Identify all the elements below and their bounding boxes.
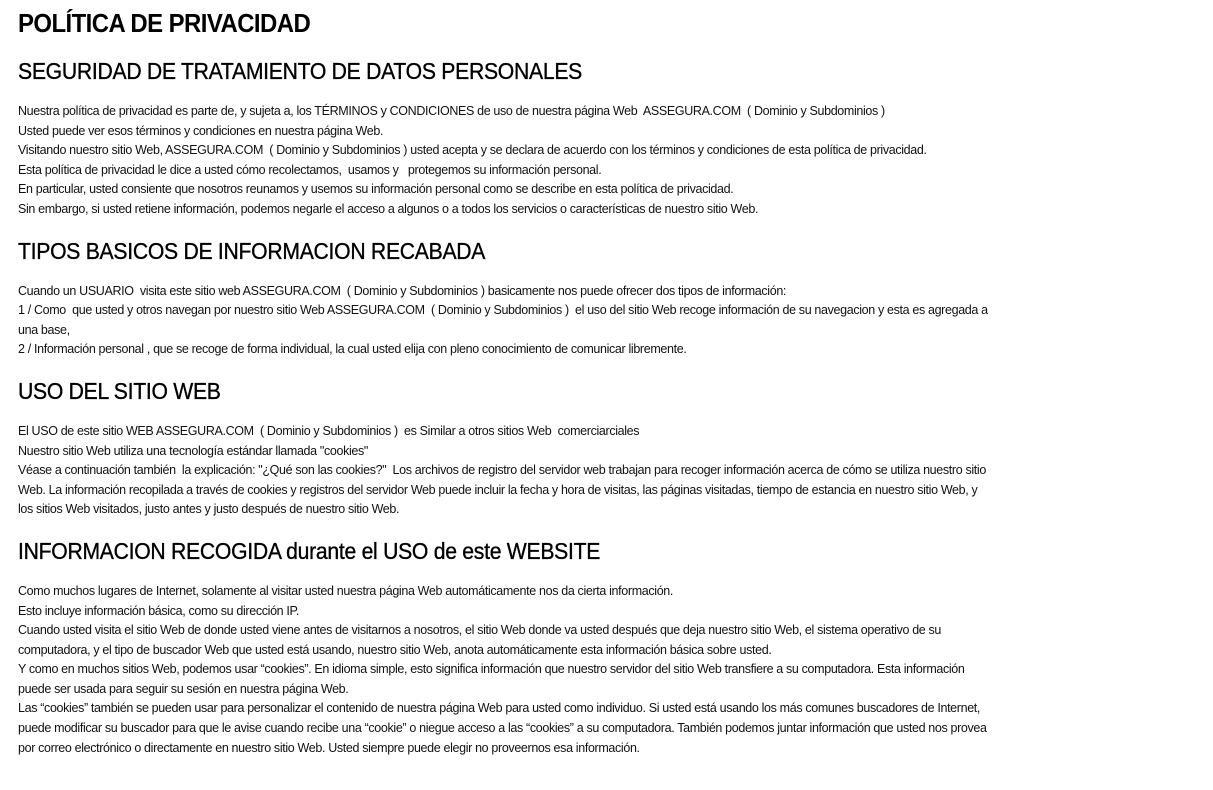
paragraph-line: Cuando un USUARIO visita este sitio web ASSEGURA.COM ( Dominio y Subdominios ) basicamente nos puede ofrecer dos tipos de información:: [18, 283, 787, 298]
paragraph-line: El USO de este sitio WEB ASSEGURA.COM ( Dominio y Subdominios ) es Similar a otros sitios Web comerciarciales: [18, 423, 640, 438]
paragraph-line: puede modificar su buscador para que le avise cuando recibe una “cookie” o niegue acceso a las “cookies” a su computadora. También podemos juntar información que usted nos provea: [18, 721, 987, 736]
paragraph-line: Esto incluye información básica, como su dirección IP.: [18, 603, 300, 618]
paragraph-line: Nuestra política de privacidad es parte de, y sujeta a, los TÉRMINOS y CONDICIONES de uso de nuestra página Web ASSEGURA.COM ( Dominio y Subdominios ): [18, 104, 885, 118]
section-heading-uso: USO DEL SITIO WEB: [18, 377, 221, 404]
paragraph-line: 1 / Como que usted y otros navegan por nuestro sitio Web ASSEGURA.COM ( Dominio y Subdominios ) el uso del sitio Web recoge información de su navegacion y esta es agregada a: [18, 303, 988, 318]
paragraph-line: Nuestro sitio Web utiliza una tecnología estándar llamada "cookies": [18, 443, 368, 458]
paragraph-line: Web. La información recopilada a través de cookies y registros del servidor Web puede incluir la fecha y hora de visitas, las páginas visitadas, tiempo de estancia en nuestro sitio Web, y: [18, 482, 978, 497]
paragraph-line: computadora, y el tipo de buscador Web que usted está usando, nuestro sitio Web, anota automáticamente esta información básica sobre usted.: [18, 642, 772, 657]
paragraph-line: Véase a continuación también la explicación: "¿Qué son las cookies?" Los archivos de registro del servidor web trabajan para recoger información acerca de cómo se utiliza nuestro sitio: [18, 463, 986, 478]
section-body-tipos: [18, 282, 1195, 360]
section-heading-informacion: INFORMACION RECOGIDA durante el USO de este WEBSITE: [18, 537, 601, 564]
paragraph-line: una base,: [18, 322, 70, 337]
section-heading-tipos: TIPOS BASICOS DE INFORMACION RECABADA: [18, 237, 486, 264]
section-heading-seguridad: SEGURIDAD DE TRATAMIENTO DE DATOS PERSONALES: [18, 58, 583, 84]
paragraph-line: Esta política de privacidad le dice a usted cómo recolectamos, usamos y protegemos su información personal.: [18, 162, 602, 177]
paragraph-line: 2 / Información personal , que se recoge de forma individual, la cual usted elija con pleno conocimiento de comunicar libremente.: [18, 342, 687, 357]
paragraph-line: Cuando usted visita el sitio Web de donde usted viene antes de visitarnos a nosotros, el sitio Web donde va usted después que deja nuestro sitio Web, el sistema operativo de su: [18, 623, 942, 638]
section-body-seguridad: [18, 102, 1195, 220]
page-title: POLÍTICA DE PRIVACIDAD: [18, 8, 311, 38]
paragraph-line: Sin embargo, si usted retiene información, podemos negarle el acceso a algunos o a todos los servicios o características de nuestro sitio Web.: [18, 201, 759, 216]
paragraph-line: Visitando nuestro sitio Web, ASSEGURA.COM ( Dominio y Subdominios ) usted acepta y se declara de acuerdo con los términos y condiciones de esta política de privacidad.: [18, 143, 927, 158]
paragraph-line: En particular, usted consiente que nosotros reunamos y usemos su información personal como se describe en esta política de privacidad.: [18, 182, 734, 197]
paragraph-line: puede ser usada para seguir su sesión en nuestra página Web.: [18, 681, 349, 696]
section-body-informacion: [18, 582, 1195, 758]
paragraph-line: Usted puede ver esos términos y condiciones en nuestra página Web.: [18, 123, 384, 138]
paragraph-line: Las “cookies” también se pueden usar para personalizar el contenido de nuestra página Web para usted como individuo. Si usted está usando los más comunes buscadores de Internet,: [18, 701, 981, 716]
section-body-uso: [18, 422, 1195, 520]
paragraph-line: Y como en muchos sitios Web, podemos usar “cookies”. En idioma simple, esto significa información que nuestro servidor del sitio Web transfiere a su computadora. Esta información: [18, 662, 965, 677]
paragraph-line: los sitios Web visitados, justo antes y justo después de nuestro sitio Web.: [18, 502, 400, 517]
paragraph-line: por correo electrónico o directamente en nuestro sitio Web. Usted siempre puede elegir no proveernos esa información.: [18, 740, 640, 755]
paragraph-line: Como muchos lugares de Internet, solamente al visitar usted nuestra página Web automáticamente nos da cierta información.: [18, 583, 674, 598]
